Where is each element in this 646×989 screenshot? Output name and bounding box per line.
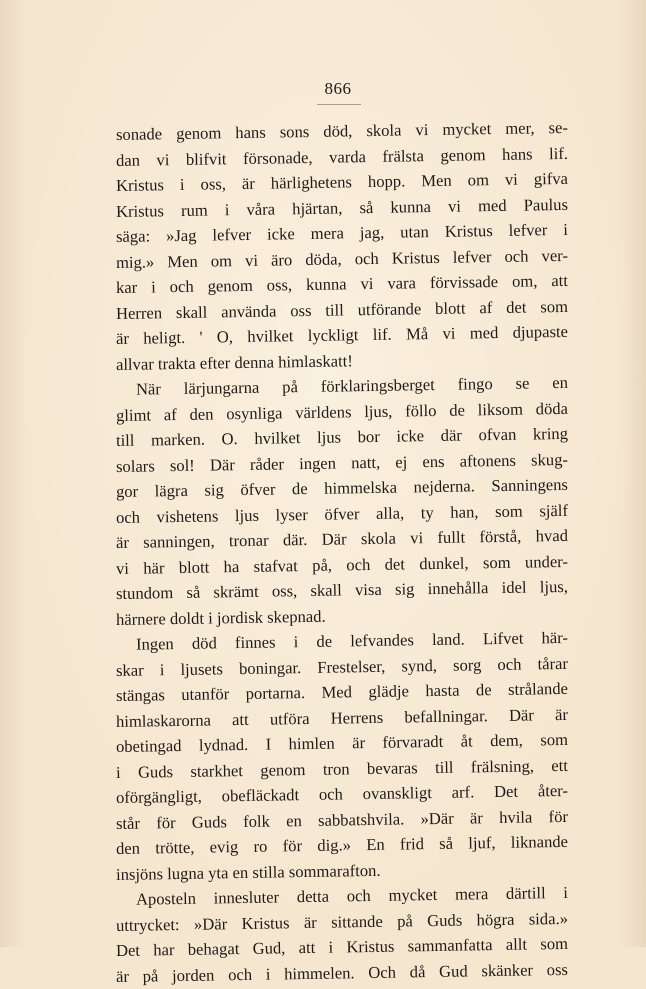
text-line: säga: »Jag lefver icke mera jag, utan Kristus lefver i <box>115 219 569 246</box>
page-number-rule <box>317 104 361 105</box>
text-line: När lärjungarna på förklaringsberget fingo se en <box>135 372 569 399</box>
text-line: står för Guds folk en sabbatshvila. »Där är hvila för <box>115 806 569 833</box>
text-line: himlaskarorna att utföra Herrens befallningar. Där är <box>115 704 569 731</box>
text-line: Kristus rum i våra hjärtan, så kunna vi med Paulus <box>115 194 569 221</box>
text-line: skar i ljusets boningar. Frestelser, synd, sorg och tårar <box>115 653 569 680</box>
text-line: är på jorden och i himmelen. Och då Gud skänker oss <box>115 959 569 986</box>
text-line: mig.» Men om vi äro döda, och Kristus lefver och ver- <box>115 245 569 272</box>
text-line: uttrycket: »Där Kristus är sittande på Guds högra sida.» <box>115 908 569 935</box>
text-line: Kristus i oss, är härlighetens hopp. Men om vi gifva <box>115 168 569 195</box>
text-line: härnere doldt i jordisk skepnad. <box>115 606 326 629</box>
text-line: glimt af den osynliga världens ljus, föllo de liksom döda <box>115 398 569 425</box>
text-line: den trötte, evig ro för dig.» En frid så ljuf, liknande <box>115 831 569 858</box>
text-line: Det har behagat Gud, att i Kristus sammanfatta allt som <box>115 933 569 960</box>
text-line: allvar trakta efter denna himlaskatt! <box>115 350 353 374</box>
text-line: Aposteln innesluter detta och mycket mera därtill i <box>135 882 569 909</box>
text-line: Herren skall använda oss till utförande blott af det som <box>115 296 569 323</box>
text-line: sonade genom hans sons död, skola vi mycket mer, se- <box>115 117 569 144</box>
text-line: Ingen död finnes i de lefvandes land. Lifvet här- <box>135 627 569 654</box>
text-line: dan vi blifvit försonade, varda frälsta genom hans lif. <box>115 143 569 170</box>
text-line: oförgängligt, obefläckadt och ovanskligt arf. Det åter- <box>115 780 569 807</box>
text-line: obetingad lydnad. I himlen är förvaradt åt dem, som <box>115 729 569 756</box>
page-number: 866 <box>324 79 352 98</box>
text-line: till marken. O. hvilket ljus bor icke där ofvan kring <box>115 423 569 450</box>
text-line: insjöns lugna yta en stilla sommarafton. <box>115 860 381 884</box>
text-line: solars sol! Där råder ingen natt, ej ens aftonens skug- <box>115 449 569 476</box>
text-line: och vishetens ljus lyser öfver alla, ty han, som själf <box>115 500 569 527</box>
text-line: gor lägra sig öfver de himmelska nejderna. Sanningens <box>115 474 569 501</box>
body-text <box>115 117 569 989</box>
text-line: är sanningen, tronar där. Där skola vi fullt förstå, hvad <box>115 525 569 552</box>
text-line: stundom så skrämt oss, skall visa sig innehålla idel ljus, <box>115 576 569 603</box>
text-line: stängas utanför portarna. Med glädje hasta de strålande <box>115 678 569 705</box>
text-line: vi här blott ha stafvat på, och det dunkel, som under- <box>115 551 569 578</box>
text-line: i Guds starkhet genom tron bevaras till frälsning, ett <box>115 755 569 782</box>
text-line: kar i och genom oss, kunna vi vara förvissade om, att <box>115 270 569 297</box>
text-line: är heligt. ' O, hvilket lyckligt lif. Må vi med djupaste <box>115 321 569 348</box>
